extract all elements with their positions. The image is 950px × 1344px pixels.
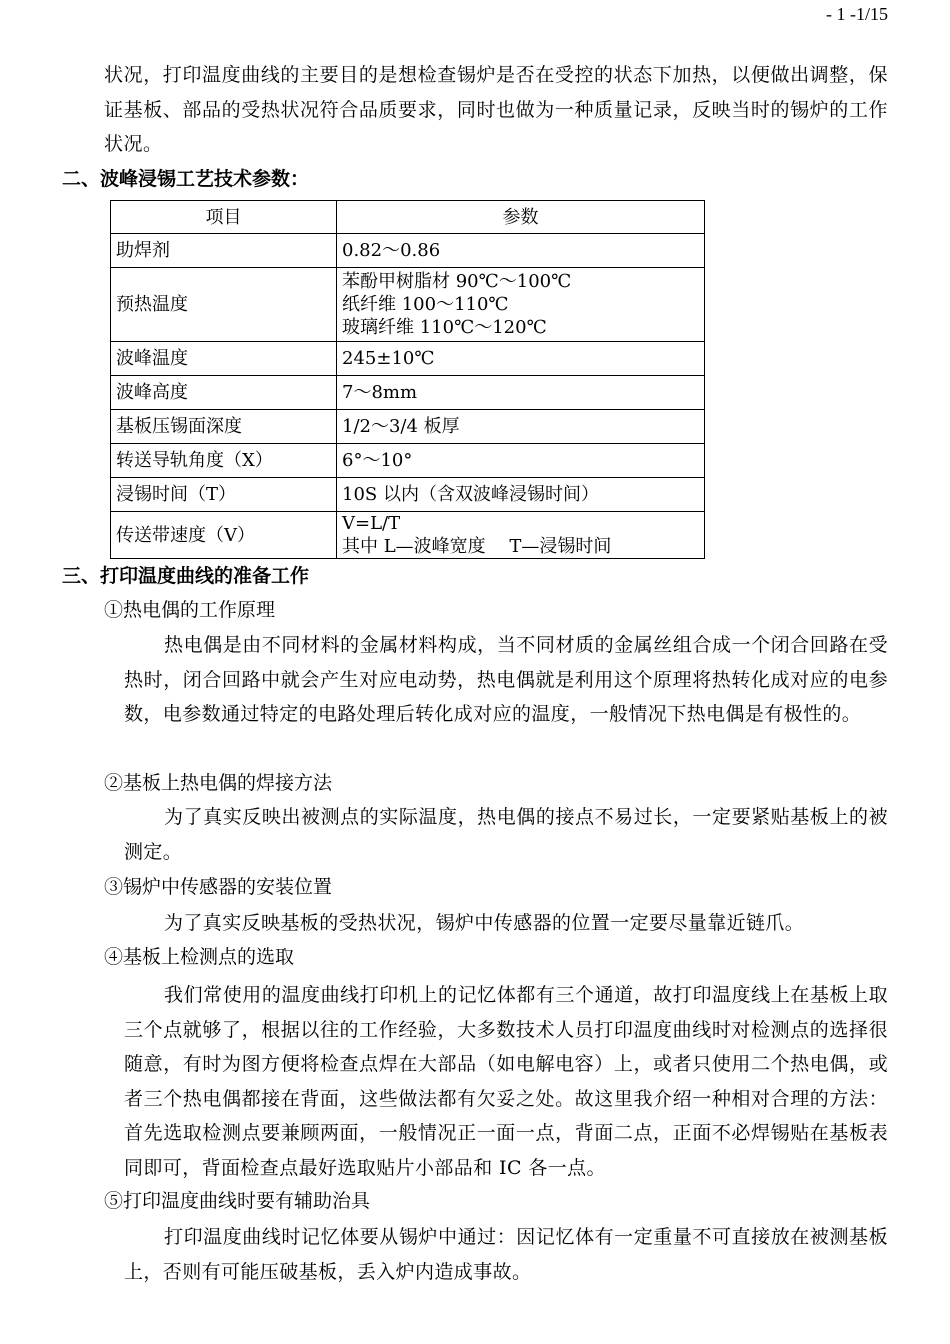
item-text-3: 为了真实反映基板的受热状况，锡炉中传感器的位置一定要尽量靠近链爪。 xyxy=(164,912,805,934)
table-row xyxy=(111,376,705,410)
table-row xyxy=(111,512,705,559)
row-item: 传送带速度（V） xyxy=(111,512,337,559)
row-param xyxy=(337,478,705,512)
header-item: 项目 xyxy=(111,201,337,234)
row-param xyxy=(337,512,705,559)
intro-paragraph: 状况，打印温度曲线的主要目的是想检查锡炉是否在受控的状态下加热，以便做出调整，保证基板、部品的受热状况符合品质要求，同时也做为一种质量记录，反映当时的锡炉的工作状况。 xyxy=(104,64,888,155)
table-row xyxy=(111,444,705,478)
table-row xyxy=(111,478,705,512)
row-item: 波峰高度 xyxy=(111,376,337,410)
param-line: 10S 以内（含双波峰浸锡时间） xyxy=(342,484,599,505)
table-row xyxy=(111,268,705,342)
row-param xyxy=(337,234,705,268)
item-title-4: ④基板上检测点的选取 xyxy=(104,946,295,968)
param-line: 0.82～0.86 xyxy=(342,240,441,261)
row-param xyxy=(337,444,705,478)
item-text-2: 为了真实反映出被测点的实际温度，热电偶的接点不易过长，一定要紧贴基板上的被测定。 xyxy=(124,806,888,863)
header-param: 参数 xyxy=(337,201,705,234)
param-line: 7～8mm xyxy=(342,382,418,403)
item-title-1: ①热电偶的工作原理 xyxy=(104,599,276,621)
item-text-4: 我们常使用的温度曲线打印机上的记忆体都有三个通道，故打印温度线上在基板上取三个点就够了，根据以往的工作经验，大多数技术人员打印温度曲线时对检测点的选择很随意，有时为图方便将检查点焊在大部品（如电解电容）上，或者只使用二个热电偶，或者三个热电偶都接在背面，这些做法都有欠妥之处。故这里我介绍一种相对合理的方法：首先选取检测点要兼顾两面，一般情况正一面一点，背面二点，正面不必焊锡贴在基板表同即可，背面检查点最好选取贴片小部品和 IC 各一点。 xyxy=(124,984,888,1179)
param-line: 纸纤维 100～110℃ xyxy=(342,294,509,315)
param-line: 其中 L—波峰宽度 T—浸锡时间 xyxy=(342,536,612,557)
table-row xyxy=(111,342,705,376)
table-row xyxy=(111,410,705,444)
row-item: 波峰温度 xyxy=(111,342,337,376)
row-param xyxy=(337,342,705,376)
row-item: 转送导轨角度（X） xyxy=(111,444,337,478)
item-title-2: ②基板上热电偶的焊接方法 xyxy=(104,772,333,794)
param-line: 1/2～3/4 板厚 xyxy=(342,416,460,437)
table-header-row xyxy=(111,201,705,234)
item-title-3: ③锡炉中传感器的安装位置 xyxy=(104,876,333,898)
table-row xyxy=(111,234,705,268)
section3-heading: 三、打印温度曲线的准备工作 xyxy=(62,565,310,587)
parameters-table xyxy=(110,200,705,559)
item-title-5: ⑤打印温度曲线时要有辅助治具 xyxy=(104,1190,371,1212)
param-line: 苯酚甲树脂材 90℃～100℃ xyxy=(342,271,572,292)
section2-heading: 二、波峰浸锡工艺技术参数： xyxy=(62,168,310,190)
param-line: 245±10℃ xyxy=(342,348,435,369)
param-line: 玻璃纤维 110℃～120℃ xyxy=(342,317,547,338)
item-text-5: 打印温度曲线时记忆体要从锡炉中通过：因记忆体有一定重量不可直接放在被测基板上，否则有可能压破基板，丢入炉内造成事故。 xyxy=(124,1226,888,1283)
row-param xyxy=(337,376,705,410)
page-number: - 1 -1/15 xyxy=(826,4,888,24)
row-item: 助焊剂 xyxy=(111,234,337,268)
row-param xyxy=(337,268,705,342)
row-item: 预热温度 xyxy=(111,268,337,342)
row-param xyxy=(337,410,705,444)
row-item: 浸锡时间（T） xyxy=(111,478,337,512)
param-line: 6°～10° xyxy=(342,450,413,471)
param-line: V=L/T xyxy=(342,513,401,534)
row-item: 基板压锡面深度 xyxy=(111,410,337,444)
item-text-1: 热电偶是由不同材料的金属材料构成，当不同材质的金属丝组合成一个闭合回路在受热时，闭合回路中就会产生对应电动势，热电偶就是利用这个原理将热转化成对应的电参数，电参数通过特定的电路处理后转化成对应的温度，一般情况下热电偶是有极性的。 xyxy=(124,634,888,725)
